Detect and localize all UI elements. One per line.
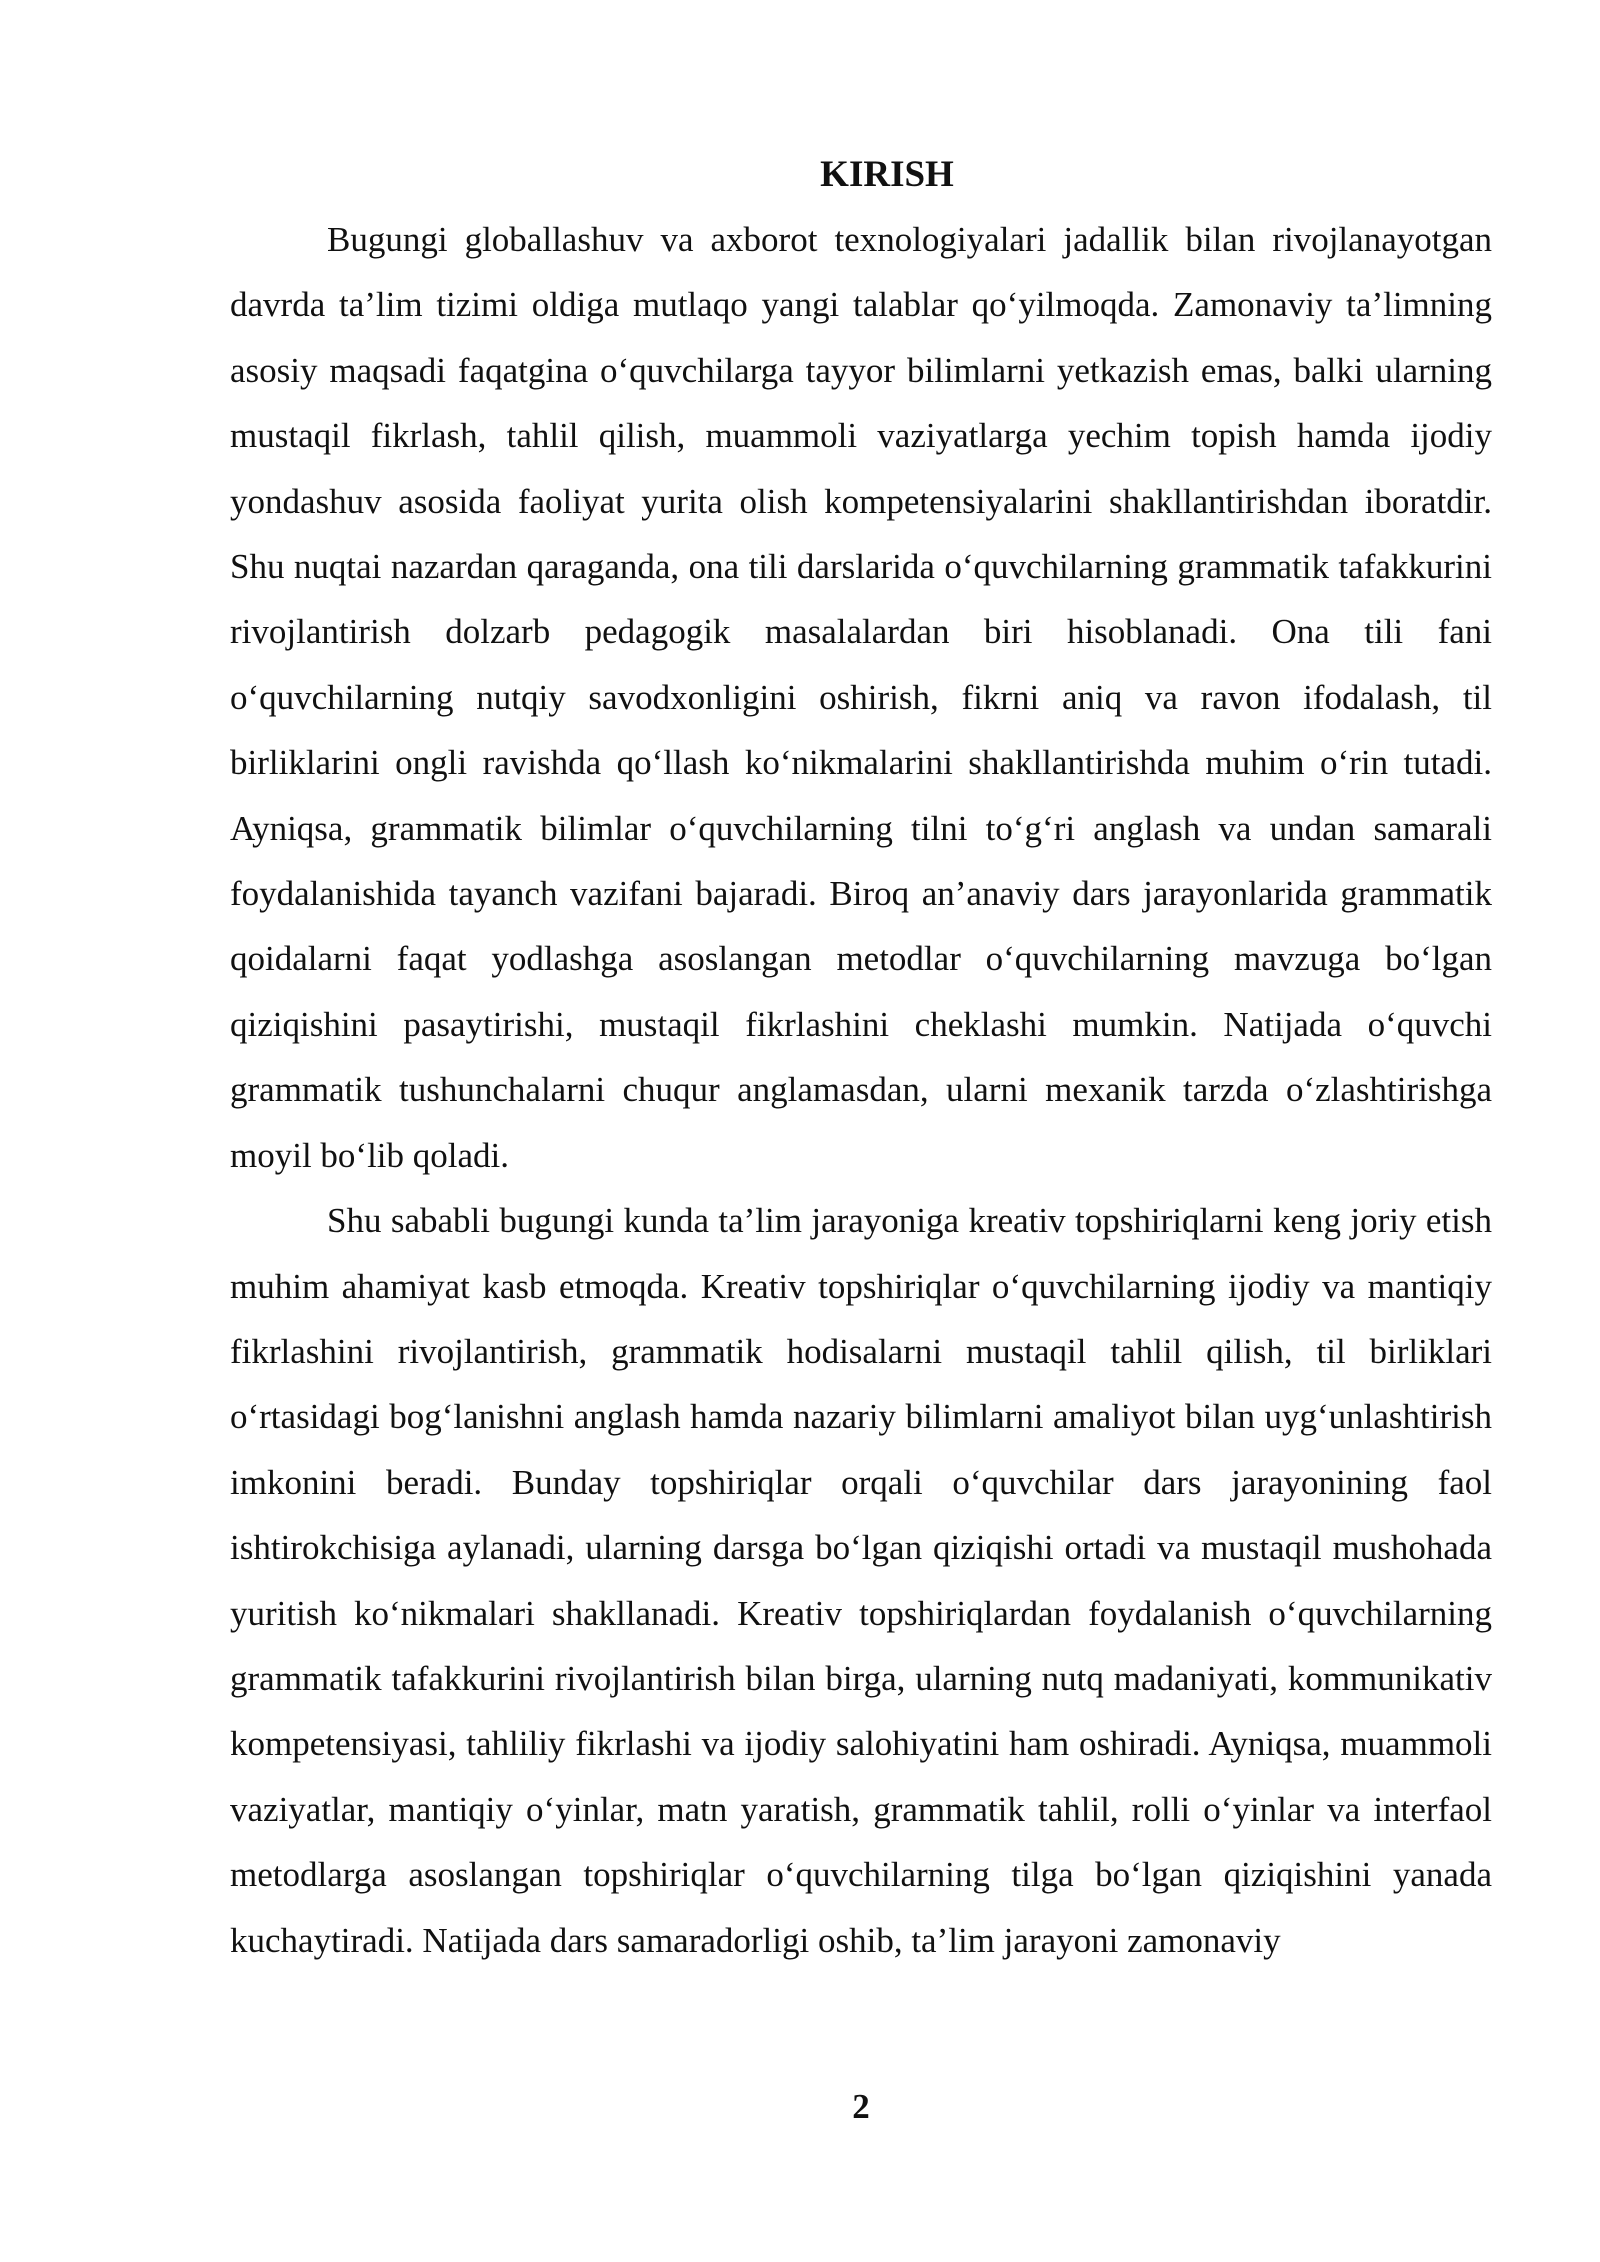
section-heading: KIRISH xyxy=(820,154,954,195)
paragraph-1: Bugungi globallashuv va axborot texnologiyalari jadallik bilan rivojlanayotgan davrda ta’lim tizimi oldiga mutlaqo yangi talablar qo‘yilmoqda. Zamonaviy ta’limning asosiy maqsadi faqatgina o‘quvchilarga tayyor bilimlarni yetkazish emas, balki ularning mustaqil fikrlash, tahlil qilish, muammoli vaziyatlarga yechim topish hamda ijodiy yondashuv asosida faoliyat yurita olish kompetensiyalarini shakllantirishdan iboratdir. Shu nuqtai nazardan qaraganda, ona tili darslarida o‘quvchilarning grammatik tafakkurini rivojlantirish dolzarb pedagogik masalalardan biri hisoblanadi. Ona tili fani o‘quvchilarning nutqiy savodxonligini oshirish, fikrni aniq va ravon ifodalash, til birliklarini ongli ravishda qo‘llash ko‘nikmalarini shakllantirishda muhim o‘rin tutadi. Ayniqsa, grammatik bilimlar o‘quvchilarning tilni to‘g‘ri anglash va undan samarali foydalanishida tayanch vazifani bajaradi. Biroq an’anaviy dars jarayonlarida grammatik qoidalarni faqat yodlashga asoslangan metodlar o‘quvchilarning mavzuga bo‘lgan qiziqishini pasaytirishi, mustaqil fikrlashini cheklashi mumkin. Natijada o‘quvchi grammatik tushunchalarni chuqur anglamasdan, ularni mexanik tarzda o‘zlashtirishga moyil bo‘lib qoladi. xyxy=(230,220,1492,1175)
body-text xyxy=(230,207,1492,1973)
page-number: 2 xyxy=(852,2087,870,2126)
paragraph-2: Shu sababli bugungi kunda ta’lim jarayoniga kreativ topshiriqlarni keng joriy etish muhim ahamiyat kasb etmoqda. Kreativ topshiriqlar o‘quvchilarning ijodiy va mantiqiy fikrlashini rivojlantirish, grammatik hodisalarni mustaqil tahlil qilish, til birliklari o‘rtasidagi bog‘lanishni anglash hamda nazariy bilimlarni amaliyot bilan uyg‘unlashtirish imkonini beradi. Bunday topshiriqlar orqali o‘quvchilar dars jarayonining faol ishtirokchisiga aylanadi, ularning darsga bo‘lgan qiziqishi ortadi va mustaqil mushohada yuritish ko‘nikmalari shakllanadi. Kreativ topshiriqlardan foydalanish o‘quvchilarning grammatik tafakkurini rivojlantirish bilan birga, ularning nutq madaniyati, kommunikativ kompetensiyasi, tahliliy fikrlashi va ijodiy salohiyatini ham oshiradi. Ayniqsa, muammoli vaziyatlar, mantiqiy o‘yinlar, matn yaratish, grammatik tahlil, rolli o‘yinlar va interfaol metodlarga asoslangan topshiriqlar o‘quvchilarning tilga bo‘lgan qiziqishini yanada kuchaytiradi. Natijada dars samaradorligi oshib, ta’lim jarayoni zamonaviy xyxy=(230,1201,1492,1960)
